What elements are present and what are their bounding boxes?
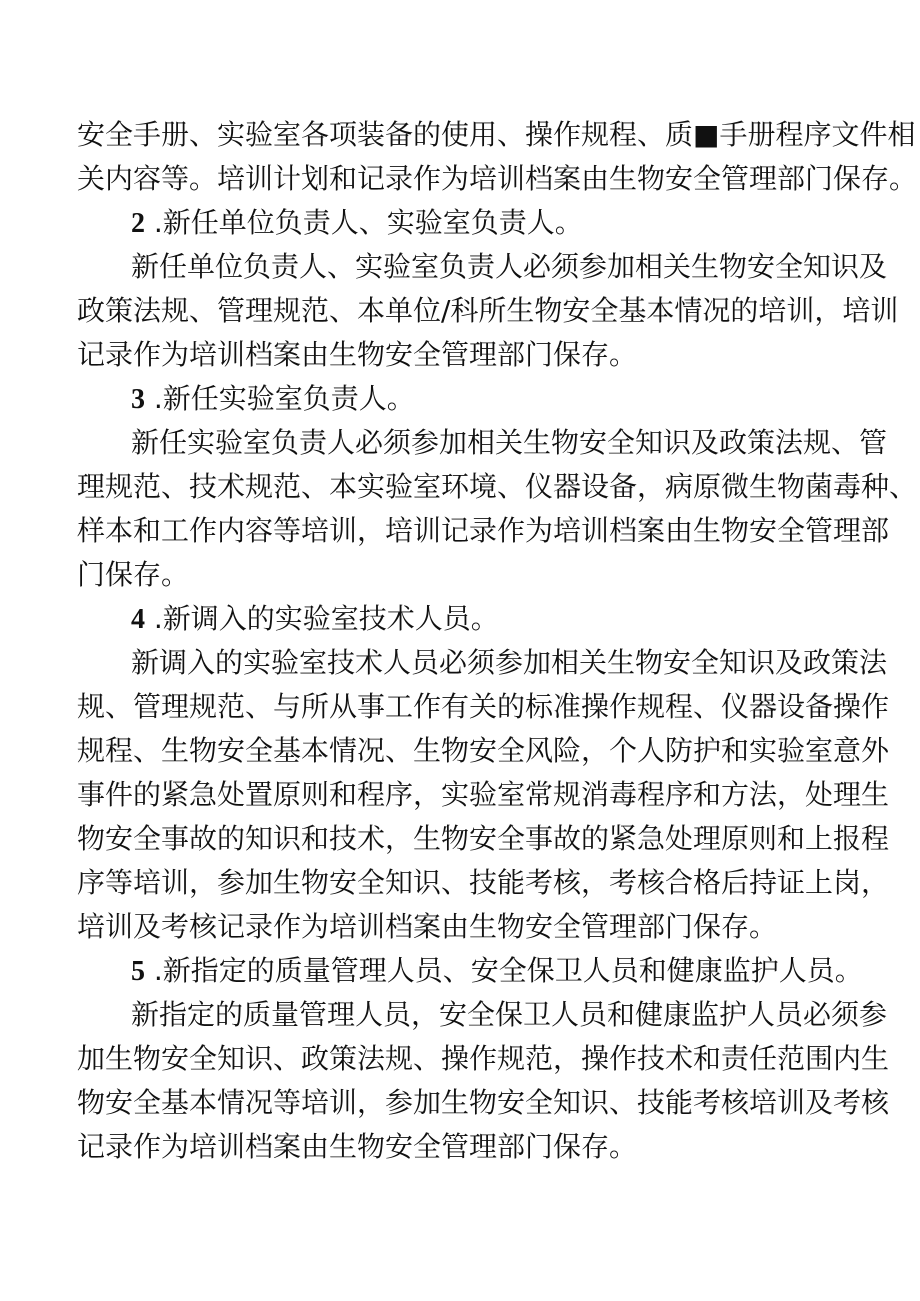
body-line: 规、管理规范、与所从事工作有关的标准操作规程、仪器设备操作	[77, 690, 890, 723]
heading-number: 3	[131, 384, 145, 415]
body-line: 记录作为培训档案由生物安全管理部门保存。	[77, 1130, 638, 1163]
body-line: 加生物安全知识、政策法规、操作规范，操作技术和责任范围内生	[77, 1042, 890, 1075]
body-line: 新指定的质量管理人员，安全保卫人员和健康监护人员必须参	[131, 998, 888, 1031]
section-heading-4	[131, 599, 920, 640]
section-heading-3	[131, 379, 920, 420]
body-line: 关内容等。培训计划和记录作为培训档案由生物安全管理部门保存。	[77, 162, 918, 195]
heading-text: .新调入的实验室技术人员。	[153, 602, 499, 635]
body-line: 门保存。	[77, 558, 190, 591]
heading-number: 4	[131, 604, 145, 635]
body-line: 序等培训，参加生物安全知识、技能考核，考核合格后持证上岗，	[77, 866, 890, 899]
body-line: 理规范、技术规范、本实验室环境、仪器设备，病原微生物菌毒种、	[77, 470, 918, 503]
body-line: 样本和工作内容等培训，培训记录作为培训档案由生物安全管理部	[77, 514, 890, 547]
body-line: 新任实验室负责人必须参加相关生物安全知识及政策法规、管	[131, 426, 888, 459]
body-line: 记录作为培训档案由生物安全管理部门保存。	[77, 338, 638, 371]
body-line: 培训及考核记录作为培训档案由生物安全管理部门保存。	[77, 910, 778, 943]
body-line: 安全手册、实验室各项装备的使用、操作规程、质■手册程序文件相	[77, 118, 916, 151]
heading-text: .新任实验室负责人。	[153, 382, 415, 415]
body-line: 规程、生物安全基本情况、生物安全风险，个人防护和实验室意外	[77, 734, 890, 767]
body-line: 物安全事故的知识和技术，生物安全事故的紧急处理原则和上报程	[77, 822, 890, 855]
body-line: 物安全基本情况等培训，参加生物安全知识、技能考核培训及考核	[77, 1086, 890, 1119]
heading-text: .新指定的质量管理人员、安全保卫人员和健康监护人员。	[153, 954, 863, 987]
body-line: 新任单位负责人、实验室负责人必须参加相关生物安全知识及	[131, 250, 888, 283]
heading-number: 5	[131, 956, 145, 987]
body-line: 政策法规、管理规范、本单位/科所生物安全基本情况的培训，培训	[77, 294, 899, 327]
body-line: 事件的紧急处置原则和程序，实验室常规消毒程序和方法，处理生	[77, 778, 890, 811]
heading-text: .新任单位负责人、实验室负责人。	[153, 206, 583, 239]
section-heading-5	[131, 951, 920, 992]
section-heading-2	[131, 203, 920, 244]
heading-number: 2	[131, 208, 145, 239]
body-line: 新调入的实验室技术人员必须参加相关生物安全知识及政策法	[131, 646, 888, 679]
